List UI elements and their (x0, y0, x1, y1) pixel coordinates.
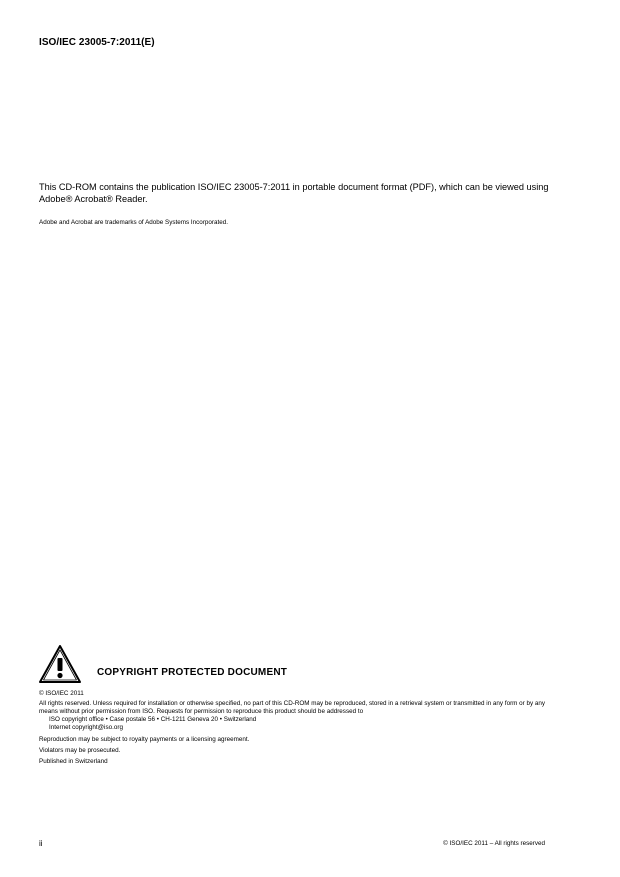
copyright-line: © ISO/IEC 2011 (39, 690, 84, 697)
violators-note: Violators may be prosecuted. (39, 746, 121, 754)
copyright-title: COPYRIGHT PROTECTED DOCUMENT (97, 667, 288, 678)
address-line-office: ISO copyright office • Case postale 56 • CH-1211 Geneva 20 • Switzerland (49, 716, 257, 724)
page-number: ii (39, 839, 43, 848)
reproduction-note: Reproduction may be subject to royalty payments or a licensing agreement. (39, 735, 250, 743)
address-line-internet: Internet copyright@iso.org (49, 724, 123, 732)
copyright-notice (39, 690, 551, 766)
warning-triangle-icon (38, 644, 82, 684)
trademark-note: Adobe and Acrobat are trademarks of Adobe Systems Incorporated. (39, 219, 229, 226)
intro-text: This CD-ROM contains the publication ISO/IEC 23005-7:2011 in portable document format (PDF), which can be viewed using Adobe® Acrobat® Reader. (39, 182, 549, 204)
rights-text: All rights reserved. Unless required for installation or otherwise specified, no part of this CD-ROM may be reproduced, stored in a retrieval system or transmitted in any form or by any means without prior permission from ISO. Requests for permission to reproduce this product should be addressed to (39, 699, 546, 715)
published-in: Published in Switzerland (39, 757, 108, 765)
document-id-header: ISO/IEC 23005-7:2011(E) (39, 37, 155, 48)
footer-rights: © ISO/IEC 2011 – All rights reserved (443, 840, 545, 847)
